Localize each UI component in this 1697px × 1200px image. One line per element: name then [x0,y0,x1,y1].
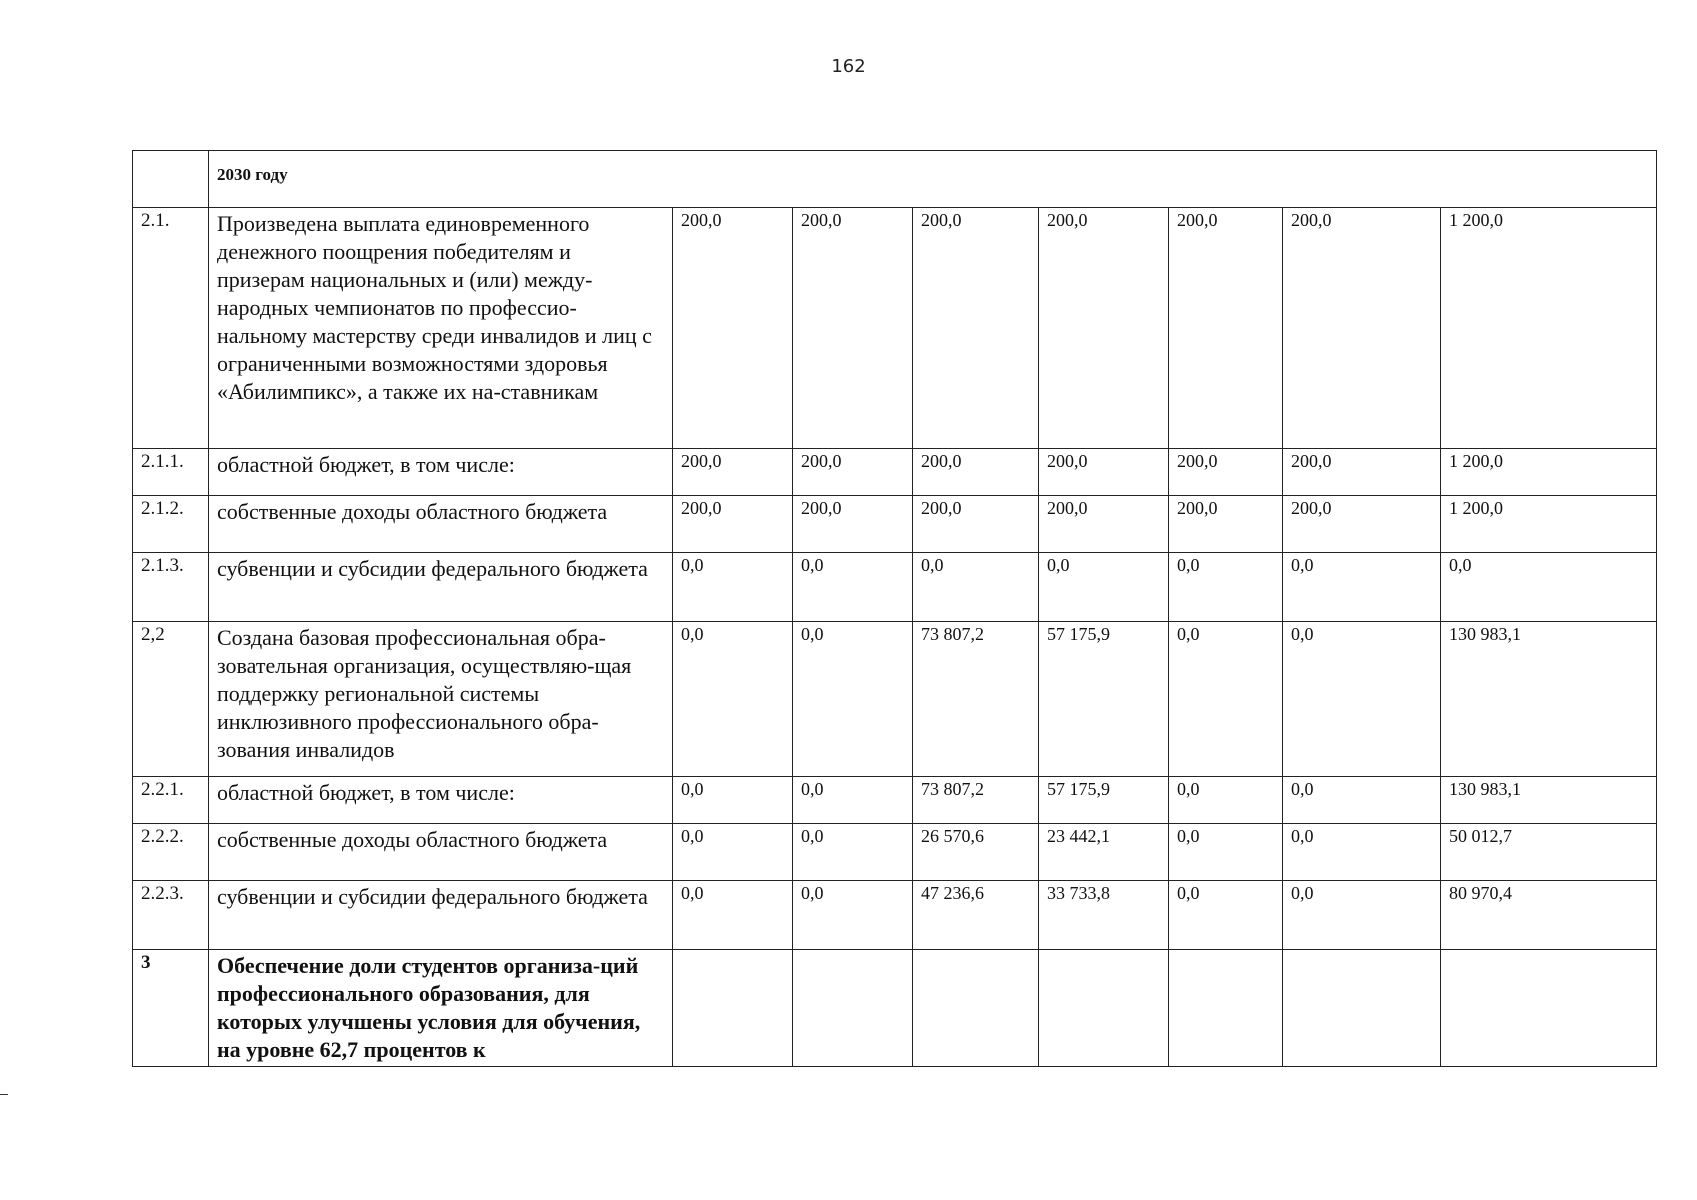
row-description: субвенции и субсидии федерального бюджета [209,881,673,950]
row-description: Обеспечение доли студентов организа-ций профессионального образования, для которых улучшены условия для обучения, на уровне 62,7 процентов к [209,950,673,1067]
value-cell [913,950,1039,1067]
value-cell: 0,0 [793,881,913,950]
table-row [133,449,1657,496]
value-cell: 0,0 [673,824,793,881]
value-cell: 0,0 [793,622,913,777]
value-cell: 0,0 [673,553,793,622]
value-cell: 200,0 [1169,449,1283,496]
value-cell [1039,950,1169,1067]
row-description: собственные доходы областного бюджета [209,824,673,881]
total-cell: 1 200,0 [1441,449,1657,496]
value-cell [793,950,913,1067]
row-description: областной бюджет, в том числе: [209,449,673,496]
value-cell: 57 175,9 [1039,622,1169,777]
value-cell: 26 570,6 [913,824,1039,881]
value-cell: 0,0 [1283,553,1441,622]
value-cell: 0,0 [793,553,913,622]
header-number-cell [133,151,209,208]
value-cell [1169,950,1283,1067]
value-cell: 33 733,8 [1039,881,1169,950]
table-row [133,553,1657,622]
total-cell: 80 970,4 [1441,881,1657,950]
value-cell: 0,0 [1169,622,1283,777]
value-cell: 200,0 [1283,449,1441,496]
value-cell [1283,950,1441,1067]
row-number: 2.1. [133,208,209,449]
value-cell: 0,0 [673,777,793,824]
row-number: 2.1.3. [133,553,209,622]
table-row [133,824,1657,881]
value-cell: 0,0 [1169,881,1283,950]
value-cell: 200,0 [673,208,793,449]
value-cell: 200,0 [1169,208,1283,449]
value-cell: 0,0 [1169,824,1283,881]
table-row [133,208,1657,449]
row-number: 2.2.1. [133,777,209,824]
header-text-cell: 2030 году [209,151,1657,208]
row-description: областной бюджет, в том числе: [209,777,673,824]
value-cell: 200,0 [1039,496,1169,553]
total-cell: 130 983,1 [1441,622,1657,777]
value-cell: 47 236,6 [913,881,1039,950]
row-number: 2.2.2. [133,824,209,881]
total-cell: 50 012,7 [1441,824,1657,881]
value-cell: 0,0 [1283,881,1441,950]
value-cell: 0,0 [1283,777,1441,824]
value-cell: 73 807,2 [913,622,1039,777]
value-cell: 200,0 [913,208,1039,449]
value-cell: 0,0 [673,622,793,777]
value-cell: 0,0 [793,824,913,881]
total-cell: 130 983,1 [1441,777,1657,824]
budget-table [132,150,1657,1067]
value-cell: 0,0 [1283,824,1441,881]
scan-edge-mark [0,1094,8,1095]
value-cell: 0,0 [913,553,1039,622]
table-row [133,950,1657,1067]
row-number: 2,2 [133,622,209,777]
value-cell: 57 175,9 [1039,777,1169,824]
value-cell: 23 442,1 [1039,824,1169,881]
table-row [133,622,1657,777]
value-cell: 0,0 [1169,777,1283,824]
row-number: 2.1.1. [133,449,209,496]
value-cell: 0,0 [1169,553,1283,622]
value-cell: 0,0 [1283,622,1441,777]
value-cell: 200,0 [1039,208,1169,449]
row-description: собственные доходы областного бюджета [209,496,673,553]
value-cell: 200,0 [673,496,793,553]
table-header-row [133,151,1657,208]
value-cell: 200,0 [1169,496,1283,553]
value-cell: 200,0 [1283,496,1441,553]
row-description: Произведена выплата единовременного денежного поощрения победителям и призерам национальных и (или) между-народных чемпионатов по профессио-нальному мастерству среди инвалидов и лиц с ограниченными возможностями здоровья «Абилимпикс», а также их на-ставникам [209,208,673,449]
value-cell: 200,0 [793,208,913,449]
total-cell [1441,950,1657,1067]
row-number: 3 [133,950,209,1067]
value-cell: 200,0 [793,449,913,496]
row-description: субвенции и субсидии федерального бюджета [209,553,673,622]
total-cell: 0,0 [1441,553,1657,622]
value-cell: 200,0 [1283,208,1441,449]
table-row [133,496,1657,553]
table-row [133,777,1657,824]
total-cell: 1 200,0 [1441,208,1657,449]
total-cell: 1 200,0 [1441,496,1657,553]
value-cell: 0,0 [673,881,793,950]
table-row [133,881,1657,950]
value-cell: 73 807,2 [913,777,1039,824]
value-cell [673,950,793,1067]
value-cell: 200,0 [913,449,1039,496]
value-cell: 200,0 [673,449,793,496]
row-description: Создана базовая профессиональная обра-зовательная организация, осуществляю-щая поддержку региональной системы инклюзивного профессионального обра-зования инвалидов [209,622,673,777]
value-cell: 200,0 [793,496,913,553]
value-cell: 200,0 [913,496,1039,553]
row-number: 2.2.3. [133,881,209,950]
value-cell: 0,0 [1039,553,1169,622]
value-cell: 200,0 [1039,449,1169,496]
page-number: 162 [831,56,866,77]
value-cell: 0,0 [793,777,913,824]
row-number: 2.1.2. [133,496,209,553]
